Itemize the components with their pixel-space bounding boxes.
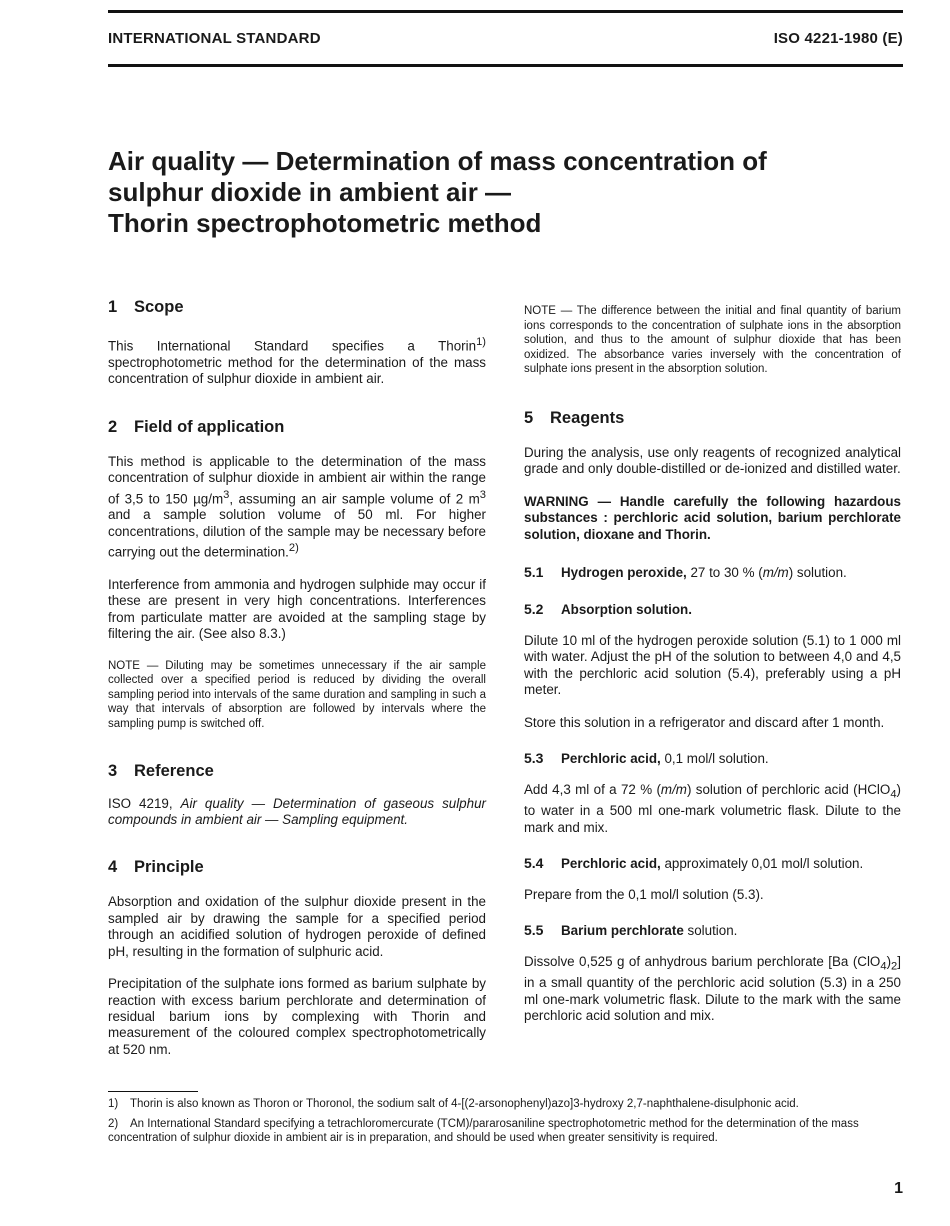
italic-span: m/m [762, 565, 789, 580]
header-bottom-rule [108, 64, 903, 67]
text-span: 0,1 mol/l solution. [660, 751, 769, 767]
section-number: 2 [108, 417, 118, 436]
text-span: Dissolve 0,525 g of anhydrous barium perchlorate [Ba (ClO [524, 954, 881, 970]
title-line-2: sulphur dioxide in ambient air — [108, 177, 512, 207]
subsection-number: 5.2 [524, 601, 544, 617]
section-heading-field-of-application [108, 416, 486, 438]
subsection-title: Barium perchlorate [561, 923, 684, 939]
text-span: and a sample solution volume of 50 ml. For higher concentrations, dilution of the sample may be necessary before carrying out the determination. [108, 507, 486, 560]
barium-paragraph [524, 954, 901, 1024]
section-heading-reagents [524, 407, 901, 429]
reagents-paragraph: During the analysis, use only reagents of recognized analytical grade and only double-distilled or de-ionized and distilled water. [524, 444, 901, 477]
subsection-5-4 [524, 854, 901, 873]
text-span: ) [886, 954, 892, 970]
footnote-text: Thorin is also known as Thoron or Thoronol, the sodium salt of 4-[(2-arsonophenyl)azo]3-hydroxy 2,7-naphthalene-disulphonic acid. [130, 1098, 799, 1110]
subsection-5-3 [524, 749, 901, 768]
subsection-title: Hydrogen peroxide, [561, 565, 687, 580]
section-heading-reference [108, 760, 486, 782]
italic-span: m/m [660, 782, 687, 798]
dilute-perchloric-paragraph: Prepare from the 0,1 mol/l solution (5.3). [524, 886, 764, 902]
footnote-rule [108, 1091, 198, 1092]
subscript: 4 [890, 788, 897, 801]
section-title: Reagents [550, 408, 625, 427]
subsection-5-1 [524, 563, 901, 582]
subsection-number: 5.3 [524, 750, 544, 767]
left-column [108, 296, 486, 1058]
reference-paragraph [108, 796, 486, 829]
standard-number: ISO 4221-1980 (E) [773, 30, 903, 47]
warning-paragraph: WARNING — Handle carefully the following hazardous substances : perchloric acid solution, barium perchlorate solution, dioxane and Thorin. [524, 493, 901, 542]
footnote-2 [108, 1117, 903, 1145]
text-span: ) solution of perchloric acid (HClO [686, 782, 891, 798]
reference-title: Air quality — Determination of gaseous sulphur compounds in ambient air — Sampling equipment. [108, 795, 486, 828]
section-heading-scope [108, 296, 486, 318]
section-number: 4 [108, 858, 118, 877]
footnotes [108, 1097, 903, 1151]
title-line-1: Air quality — Determination of mass concentration of [108, 146, 767, 176]
section-heading-principle [108, 856, 486, 878]
subscript: 2 [891, 961, 898, 973]
field-paragraph-1 [108, 454, 486, 561]
subsection-5-2 [524, 600, 901, 619]
text-span: spectrophotometric method for the determination of the mass concentration of sulphur dioxide in ambient air. [108, 354, 486, 387]
text-span: ) solution. [788, 565, 847, 580]
text-span: ) to water in a 500 ml one-mark volumetric flask. Dilute to the mark and mix. [524, 782, 901, 835]
subsection-number: 5.1 [524, 564, 544, 580]
text-span: This method is applicable to the determination of the mass concentration of sulphur dioxide in ambient air within the range of 3,5 to 150 µg/m [108, 453, 486, 506]
subsection-number: 5.5 [524, 922, 544, 939]
page-number: 1 [894, 1180, 903, 1197]
text-span: This International Standard specifies a Thorin [108, 338, 477, 354]
footnote-number: 2) [108, 1118, 119, 1130]
absorption-paragraph-1: Dilute 10 ml of the hydrogen peroxide solution (5.1) to 1 000 ml with water. Adjust the pH of the solution to between 4,0 and 4,5 with the perchloric acid solution (5.4), preferably using a pH meter. [524, 633, 901, 698]
section-number: 5 [524, 408, 534, 427]
subscript: 4 [880, 961, 887, 973]
scope-paragraph [108, 334, 486, 388]
section-title: Principle [134, 858, 204, 877]
field-note: NOTE — Diluting may be sometimes unnecessary if the air sample collected over a specified period is reduced by dividing the overall sampling period into intervals of the same duration and sampling in such a way that intervals of absorption are followed by intervals where the sampling pump is switched off. [108, 659, 486, 731]
footnote-ref: 2) [288, 542, 299, 555]
footnote-1 [108, 1097, 903, 1111]
text-span: 27 to 30 % ( [686, 565, 763, 580]
subsection-title: Perchloric acid, [561, 855, 661, 871]
section-number: 3 [108, 761, 118, 780]
title-line-3: Thorin spectrophotometric method [108, 208, 542, 238]
absorption-paragraph-2: Store this solution in a refrigerator and discard after 1 month. [524, 714, 885, 730]
footnote-ref: 1) [476, 336, 486, 348]
header-top-rule [108, 10, 903, 13]
subsection-number: 5.4 [524, 854, 544, 871]
document-type-label: INTERNATIONAL STANDARD [108, 30, 321, 47]
text-span: , assuming an air sample volume of 2 m [229, 490, 480, 506]
right-column [524, 304, 901, 1025]
field-paragraph-2: Interference from ammonia and hydrogen sulphide may occur if these are present in very high concentrations. Interferences from particulate matter are avoided at the sampling stage by filtering the air. (See also 8.3.) [108, 577, 486, 642]
principle-note: NOTE — The difference between the initial and final quantity of barium ions corresponds to the concentration of sulphate ions in the absorption solution, and thus to the amount of sulphur dioxide that has been oxidized. The absorbance varies inversely with the concentration of sulphate ions present in the absorption solution. [524, 305, 901, 376]
section-title: Field of application [134, 417, 285, 436]
page-title [108, 146, 898, 239]
subsection-title: Absorption solution. [561, 602, 692, 617]
superscript: 3 [479, 488, 486, 501]
section-title: Scope [134, 298, 184, 316]
perchloric-paragraph [524, 782, 901, 836]
principle-paragraph-1: Absorption and oxidation of the sulphur dioxide present in the sampled air by drawing the sample for a specified period through an acidified solution of hydrogen peroxide of defined pH, resulting in the formation of sulphuric acid. [108, 894, 486, 959]
text-span: approximately 0,01 mol/l solution. [660, 855, 864, 871]
superscript: 3 [223, 488, 230, 501]
text-span: ISO 4219, [108, 795, 181, 811]
principle-paragraph-2: Precipitation of the sulphate ions formed as barium sulphate by reaction with excess barium perchlorate and determination of residual barium ions by complexing with Thorin and measurement of the coloured complex spectrophotometrically at 520 nm. [108, 976, 486, 1057]
footnote-number: 1) [108, 1098, 119, 1110]
text-span: solution. [683, 923, 738, 939]
subsection-5-5 [524, 921, 901, 940]
text-span: ] in a small quantity of the perchloric acid solution (5.3) in a 250 ml one-mark volumetric flask. Dilute to the mark with the same perchloric acid solution and mix. [524, 954, 901, 1024]
section-number: 1 [108, 298, 118, 316]
footnote-text: An International Standard specifying a tetrachloromercurate (TCM)/pararosaniline spectrophotometric method for the determination of the mass concentration of sulphur dioxide in ambient air is in preparation, and should be used when greater sensitivity is required. [108, 1118, 859, 1144]
text-span: Add 4,3 ml of a 72 % ( [524, 782, 661, 798]
subsection-title: Perchloric acid, [561, 751, 661, 767]
section-title: Reference [134, 761, 214, 780]
